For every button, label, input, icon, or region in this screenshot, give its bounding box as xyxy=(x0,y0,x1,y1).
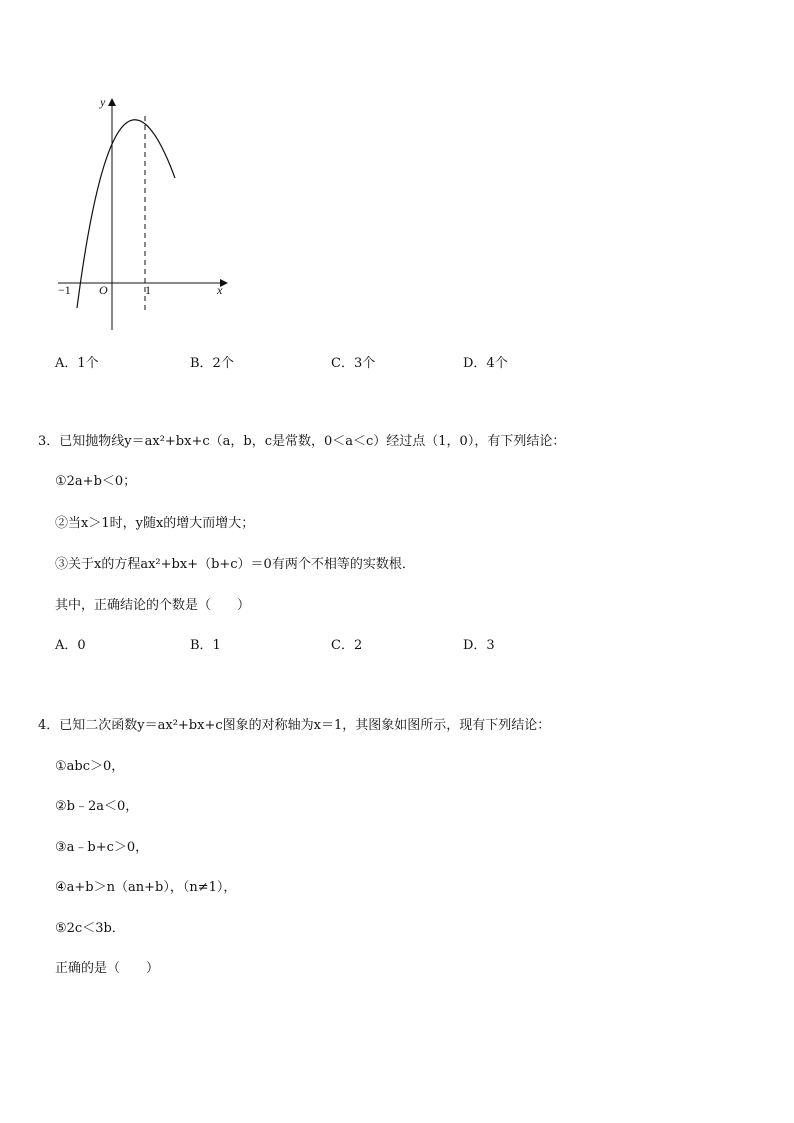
q3-option-b: B．1 xyxy=(190,638,221,653)
one-label: 1 xyxy=(145,283,151,297)
q4-item-5: ⑤2c＜3b． xyxy=(55,921,125,936)
q2-option-a: A．1个 xyxy=(55,356,99,371)
y-axis-arrow xyxy=(108,98,116,106)
q4-question: 正确的是（ ） xyxy=(55,961,160,976)
neg-one-label: −1 xyxy=(58,283,71,297)
q2-option-d: D．4个 xyxy=(463,356,508,371)
q3-question: 其中，正确结论的个数是（ ） xyxy=(55,598,251,613)
parabola-curve xyxy=(77,120,175,308)
q2-option-b: B．2个 xyxy=(190,356,234,371)
q3-stem: 3．已知抛物线y＝ax²+bx+c（a，b，c是常数，0＜a＜c）经过点（1，0），有下列结论： xyxy=(38,434,566,449)
parabola-graph xyxy=(50,90,240,340)
q4-item-4: ④a+b＞n（an+b），（n≠1）， xyxy=(55,880,237,895)
q3-item-2: ②当x＞1时，y随x的增大而增大； xyxy=(55,516,255,531)
q3-item-3: ③关于x的方程ax²+bx+（b+c）＝0有两个不相等的实数根． xyxy=(55,557,415,572)
origin-label: O xyxy=(99,283,108,297)
q4-item-3: ③a﹣b+c＞0， xyxy=(55,840,149,855)
q4-item-1: ①abc＞0， xyxy=(55,759,125,774)
q2-option-c: C．3个 xyxy=(331,356,376,371)
q4-stem: 4．已知二次函数y＝ax²+bx+c图象的对称轴为x＝1，其图象如图所示，现有下列结论： xyxy=(38,718,551,733)
q3-option-a: A．0 xyxy=(55,638,86,653)
q3-option-d: D．3 xyxy=(463,638,495,653)
q3-item-1: ①2a+b＜0； xyxy=(55,474,137,489)
q4-item-2: ②b﹣2a＜0， xyxy=(55,799,139,814)
x-axis-label: x xyxy=(217,283,223,297)
y-axis-label: y xyxy=(100,95,106,109)
q3-option-c: C．2 xyxy=(331,638,363,653)
